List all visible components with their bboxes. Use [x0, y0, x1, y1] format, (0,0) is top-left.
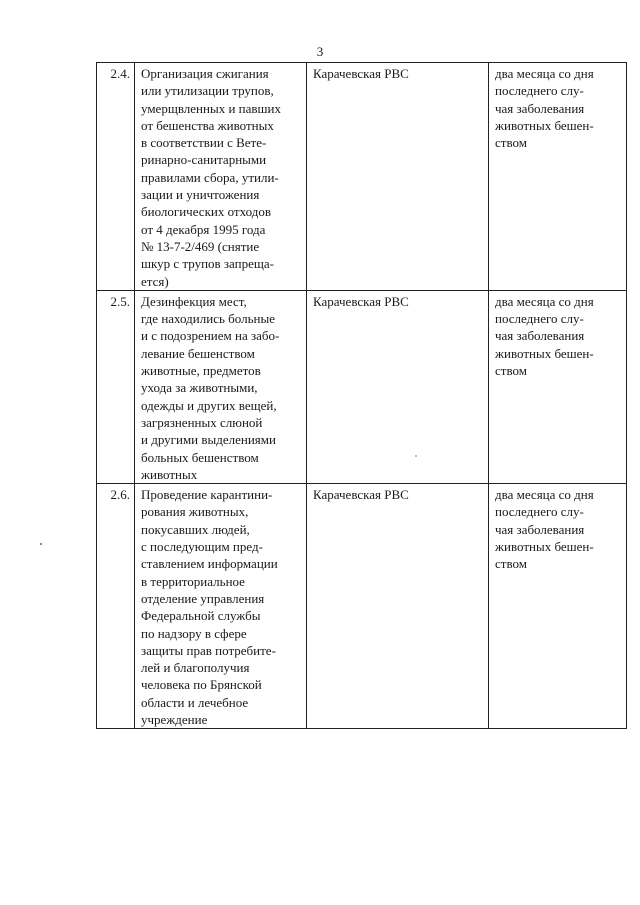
measure-description-line: где находились больные — [141, 311, 275, 327]
measure-description-line: больных бешенством — [141, 449, 259, 465]
deadline-line: чая заболевания — [495, 521, 585, 537]
scan-speck — [40, 543, 42, 545]
row-number: 2.4. — [97, 63, 135, 291]
measures-table-body — [97, 63, 627, 729]
measure-description-line: от 4 декабря 1995 года — [141, 221, 266, 237]
deadline-line: последнего слу- — [495, 83, 584, 99]
page-number: 3 — [316, 44, 324, 59]
deadline — [489, 290, 627, 483]
measure-description — [135, 63, 307, 291]
measure-description-line: № 13-7-2/469 (снятие — [141, 238, 260, 254]
measure-description-line: ставлением информации — [141, 556, 278, 572]
measure-description-line: умерщвленных и павших — [141, 100, 281, 116]
measure-description-line: ухода за животными, — [141, 380, 258, 396]
table-row — [97, 63, 627, 291]
measure-description-line: левание бешенством — [141, 345, 255, 361]
measure-description-line: в соответствии с Вете- — [141, 135, 267, 151]
deadline-line: животных бешен- — [495, 345, 594, 361]
deadline-line: два месяца со дня — [495, 66, 594, 81]
deadline-line: последнего слу- — [495, 311, 584, 327]
measure-description-line: Дезинфекция мест, — [141, 293, 247, 309]
measure-description-line: в территориальное — [141, 573, 245, 589]
deadline-line: чая заболевания — [495, 100, 585, 116]
measure-description-line: Федеральной службы — [141, 608, 261, 624]
measure-description-line: лей и благополучия — [141, 660, 250, 676]
responsible-organization: Карачевская РВС — [307, 290, 489, 483]
deadline-line: ством — [495, 363, 527, 379]
responsible-organization: Карачевская РВС — [307, 484, 489, 729]
deadline-line: ством — [495, 556, 527, 572]
measure-description-line: с последующим пред- — [141, 539, 263, 555]
measure-description-line: правилами сбора, утили- — [141, 169, 279, 185]
deadline-line: последнего слу- — [495, 504, 584, 520]
measure-description-line: человека по Брянской — [141, 677, 262, 693]
measure-description-line: загрязненных слюной — [141, 414, 263, 430]
row-number: 2.6. — [97, 484, 135, 729]
deadline-line: чая заболевания — [495, 328, 585, 344]
deadline — [489, 63, 627, 291]
deadline-line: ством — [495, 135, 527, 151]
measure-description-line: Проведение карантини- — [141, 487, 273, 503]
measure-description-line: ринарно-санитарными — [141, 152, 267, 168]
measure-description-line: животные, предметов — [141, 363, 261, 379]
scan-speck — [415, 455, 417, 457]
measures-table — [96, 62, 627, 729]
measure-description-line: ется) — [141, 273, 169, 289]
row-number: 2.5. — [97, 290, 135, 483]
measure-description-line: защиты прав потребите- — [141, 642, 276, 658]
measure-description-line: биологических отходов — [141, 204, 271, 220]
deadline-line: животных бешен- — [495, 539, 594, 555]
measure-description-line: учреждение — [141, 711, 208, 727]
measure-description — [135, 484, 307, 729]
measure-description-line: покусавших людей, — [141, 521, 250, 537]
measure-description-line: рования животных, — [141, 504, 249, 520]
deadline-line: два месяца со дня — [495, 487, 594, 503]
measure-description-line: животных — [141, 466, 198, 482]
deadline — [489, 484, 627, 729]
measure-description-line: зации и уничтожения — [141, 187, 260, 203]
measure-description — [135, 290, 307, 483]
responsible-organization: Карачевская РВС — [307, 63, 489, 291]
measure-description-line: области и лечебное — [141, 694, 249, 710]
deadline-line: два месяца со дня — [495, 293, 594, 309]
table-row — [97, 290, 627, 483]
deadline-line: животных бешен- — [495, 117, 594, 133]
table-row — [97, 484, 627, 729]
measure-description-line: или утилизации трупов, — [141, 83, 274, 99]
measure-description-line: отделение управления — [141, 590, 265, 606]
measure-description-line: Организация сжигания — [141, 66, 269, 81]
measure-description-line: и с подозрением на забо- — [141, 328, 280, 344]
measure-description-line: от бешенства животных — [141, 117, 274, 133]
measure-description-line: одежды и других вещей, — [141, 397, 277, 413]
measure-description-line: и другими выделениями — [141, 432, 276, 448]
measure-description-line: шкур с трупов запреща- — [141, 256, 274, 272]
measure-description-line: по надзору в сфере — [141, 625, 247, 641]
